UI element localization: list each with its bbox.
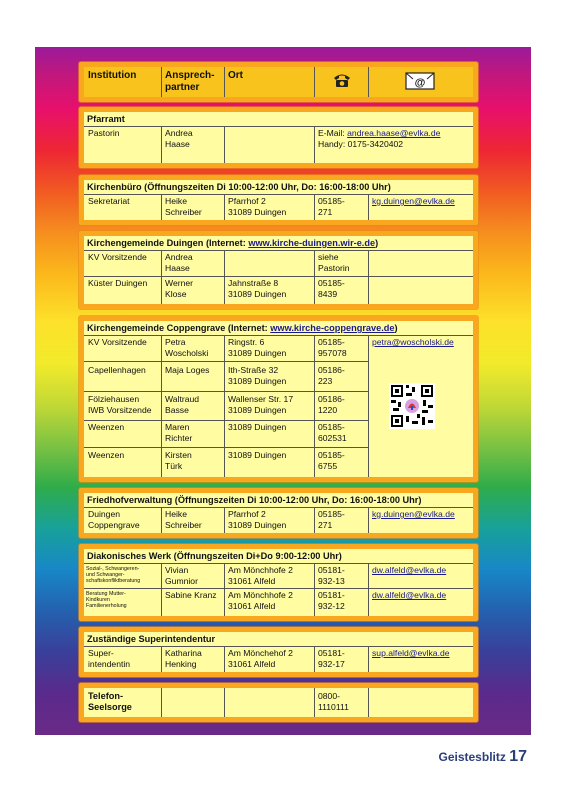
- duingen-row1-phone1: siehe: [318, 252, 339, 262]
- superintendentur-name2: Henking: [165, 659, 197, 669]
- superintendentur-box: [79, 627, 478, 677]
- coppengrave-row2-addr1: Ith-Straße 32: [228, 365, 279, 375]
- coppengrave-row3-role2: IWB Vorsitzende: [88, 405, 152, 415]
- superintendentur-email-link[interactable]: sup.alfeld@evlka.de: [372, 648, 450, 658]
- diakonie-row1-email-link[interactable]: dw.alfeld@evlka.de: [372, 565, 447, 575]
- diakonie-row2-addr1: Am Mönchhofe 2: [228, 590, 293, 600]
- duingen-row1-role: KV Vorsitzende: [88, 252, 147, 262]
- coppengrave-row2-role: Capellenhagen: [88, 365, 146, 375]
- pfarramt-email-link[interactable]: andrea.haase@evlka.de: [347, 128, 441, 138]
- coppengrave-row1-addr1: Ringstr. 6: [228, 337, 265, 347]
- coppengrave-row5-addr1: 31089 Duingen: [228, 450, 287, 460]
- diakonie-row1-phone2: 932-13: [318, 576, 345, 586]
- seelsorge-box: [79, 683, 478, 722]
- header-institution: Institution: [88, 70, 137, 81]
- friedhof-title: Friedhofverwaltung (Öffnungszeiten Di 10:00-12:00 Uhr, Do: 16:00-18:00 Uhr): [87, 495, 422, 505]
- header-box: [79, 62, 478, 102]
- diakonie-row1-addr2: 31061 Alfeld: [228, 576, 276, 586]
- pfarramt-name1: Andrea: [165, 128, 193, 138]
- coppengrave-row4-phone2: 602531: [318, 433, 347, 443]
- page-footer: [439, 748, 528, 766]
- kirchenbuero-email-link[interactable]: kg.duingen@evlka.de: [372, 196, 455, 206]
- superintendentur-role1: Super-: [88, 648, 114, 658]
- diakonie-row1-name1: Vivian: [165, 565, 189, 575]
- diakonie-row2-role2: Kindkuren: [86, 597, 110, 603]
- kirchenbuero-name2: Schreiber: [165, 207, 202, 217]
- duingen-row2-name2: Klose: [165, 289, 187, 299]
- pfarramt-handy-line: Handy: 0175-3420402: [318, 139, 404, 149]
- kirchenbuero-addr1: Pfarrhof 2: [228, 196, 266, 206]
- seelsorge-phone1: 0800-: [318, 691, 340, 701]
- diakonie-row1-phone1: 05181-: [318, 565, 345, 575]
- kirchenbuero-addr2: 31089 Duingen: [228, 207, 287, 217]
- page-number: 17: [509, 748, 527, 765]
- seelsorge-phone2: 1110111: [318, 702, 349, 712]
- duingen-row2-phone1: 05185-: [318, 278, 345, 288]
- duingen-row1-phone2: Pastorin: [318, 263, 350, 273]
- coppengrave-row4-name2: Richter: [165, 433, 193, 443]
- diakonie-row2-role1: Beratung Mutter-: [86, 591, 126, 597]
- coppengrave-row1-name2: Woscholski: [165, 348, 209, 358]
- coppengrave-row2-phone2: 223: [318, 376, 333, 386]
- superintendentur-title: Zuständige Superintendentur: [87, 634, 216, 644]
- coppengrave-row3-name2: Basse: [165, 405, 189, 415]
- superintendentur-addr1: Am Mönchehof 2: [228, 648, 293, 658]
- duingen-box: [79, 231, 478, 309]
- diakonie-row2-role3: Familienerholung: [86, 603, 127, 609]
- diakonie-row1-role1: Sozial-, Schwangeren-: [86, 566, 140, 572]
- diakonie-row2-addr2: 31061 Alfeld: [228, 601, 276, 611]
- pfarramt-title: Pfarramt: [87, 114, 125, 124]
- coppengrave-row4-role: Weenzen: [88, 422, 125, 432]
- coppengrave-row3-name1: Waltraud: [165, 394, 200, 404]
- pfarramt-role: Pastorin: [88, 128, 120, 138]
- header-place: Ort: [228, 70, 243, 81]
- superintendentur-phone2: 932-17: [318, 659, 345, 669]
- friedhof-role2: Coppengrave: [88, 520, 140, 530]
- coppengrave-row2-addr2: 31089 Duingen: [228, 376, 287, 386]
- coppengrave-row5-phone2: 6755: [318, 461, 338, 471]
- footer-brand: Geistesblitz: [438, 750, 506, 764]
- duingen-row1-name2: Haase: [165, 263, 190, 273]
- friedhof-name1: Heike: [165, 509, 187, 519]
- coppengrave-row4-addr1: 31089 Duingen: [228, 422, 287, 432]
- friedhof-role1: Duingen: [88, 509, 121, 519]
- coppengrave-row5-phone1: 05185-: [318, 450, 345, 460]
- telephone-icon: [332, 72, 352, 88]
- coppengrave-row1-addr2: 31089 Duingen: [228, 348, 287, 358]
- duingen-row2-role: Küster Duingen: [88, 278, 148, 288]
- envelope-icon: [405, 72, 435, 90]
- seelsorge-role2: Seelsorge: [88, 702, 132, 712]
- superintendentur-role2: intendentin: [88, 659, 131, 669]
- diakonie-row1-role2: und Schwanger-: [86, 572, 125, 578]
- coppengrave-title: Kirchengemeinde Coppengrave (Internet: www.kirche-coppengrave.de): [87, 323, 398, 333]
- coppengrave-row4-phone1: 05185-: [318, 422, 345, 432]
- coppengrave-row1-phone2: 957078: [318, 348, 347, 358]
- pfarramt-box: [79, 107, 478, 168]
- header-contact: Ansprech- partner: [165, 70, 215, 93]
- coppengrave-row3-role1: Fölziehausen: [88, 394, 140, 404]
- coppengrave-url-link[interactable]: www.kirche-coppengrave.de: [270, 323, 395, 333]
- coppengrave-row5-name1: Kirsten: [165, 450, 192, 460]
- kirchenbuero-role: Sekretariat: [88, 196, 130, 206]
- kirchenbuero-phone1: 05185-: [318, 196, 345, 206]
- diakonie-row2-email-link[interactable]: dw.alfeld@evlka.de: [372, 590, 447, 600]
- svg-text:@: @: [414, 77, 426, 89]
- kirchenbuero-box: [79, 175, 478, 225]
- duingen-row2-phone2: 8439: [318, 289, 338, 299]
- kirchenbuero-name1: Heike: [165, 196, 187, 206]
- coppengrave-email-link[interactable]: petra@woscholski.de: [372, 337, 454, 347]
- duingen-row2-addr2: 31089 Duingen: [228, 289, 287, 299]
- friedhof-addr2: 31089 Duingen: [228, 520, 287, 530]
- seelsorge-role1: Telefon-: [88, 691, 124, 701]
- diakonie-title: Diakonisches Werk (Öffnungszeiten Di+Do 9:00-12:00 Uhr): [87, 551, 342, 561]
- coppengrave-row5-name2: Türk: [165, 461, 183, 471]
- duingen-row1-name1: Andrea: [165, 252, 193, 262]
- friedhof-box: [79, 488, 478, 538]
- duingen-title: Kirchengemeinde Duingen (Internet: www.kirche-duingen.wir-e.de): [87, 238, 379, 248]
- coppengrave-row3-phone1: 05186-: [318, 394, 345, 404]
- diakonie-box: [79, 544, 478, 621]
- friedhof-phone1: 05185-: [318, 509, 345, 519]
- coppengrave-row1-role: KV Vorsitzende: [88, 337, 147, 347]
- kirchenbuero-title: Kirchenbüro (Öffnungszeiten Di 10:00-12:00 Uhr, Do: 16:00-18:00 Uhr): [87, 182, 391, 192]
- pfarramt-name2: Haase: [165, 139, 190, 149]
- duingen-row2-addr1: Jahnstraße 8: [228, 278, 279, 288]
- coppengrave-row1-phone1: 05185-: [318, 337, 345, 347]
- diakonie-row2-name1: Sabine Kranz: [165, 590, 217, 600]
- duingen-row2-name1: Werner: [165, 278, 194, 288]
- qr-code-icon[interactable]: [389, 383, 435, 429]
- friedhof-name2: Schreiber: [165, 520, 202, 530]
- friedhof-addr1: Pfarrhof 2: [228, 509, 266, 519]
- pfarramt-email-line: E-Mail: andrea.haase@evlka.de: [318, 128, 441, 138]
- coppengrave-row2-name1: Maja Loges: [165, 365, 210, 375]
- diakonie-row1-role3: schaftskonfliktberatung: [86, 578, 141, 584]
- friedhof-email-link[interactable]: kg.duingen@evlka.de: [372, 509, 455, 519]
- superintendentur-phone1: 05181-: [318, 648, 345, 658]
- duingen-url-link[interactable]: www.kirche-duingen.wir-e.de: [248, 238, 376, 248]
- superintendentur-addr2: 31061 Alfeld: [228, 659, 276, 669]
- coppengrave-box: [79, 316, 478, 482]
- coppengrave-row4-name1: Maren: [165, 422, 190, 432]
- superintendentur-name1: Katharina: [165, 648, 202, 658]
- coppengrave-row2-phone1: 05186-: [318, 365, 345, 375]
- diakonie-row1-addr1: Am Mönchhofe 2: [228, 565, 293, 575]
- diakonie-row2-phone1: 05181-: [318, 590, 345, 600]
- coppengrave-row3-phone2: 1220: [318, 405, 338, 415]
- coppengrave-row3-addr2: 31089 Duingen: [228, 405, 287, 415]
- diakonie-row1-name2: Gumnior: [165, 576, 198, 586]
- friedhof-phone2: 271: [318, 520, 333, 530]
- kirchenbuero-phone2: 271: [318, 207, 333, 217]
- coppengrave-row5-role: Weenzen: [88, 450, 125, 460]
- coppengrave-row1-name1: Petra: [165, 337, 186, 347]
- coppengrave-row3-addr1: Wallenser Str. 17: [228, 394, 294, 404]
- diakonie-row2-phone2: 932-12: [318, 601, 345, 611]
